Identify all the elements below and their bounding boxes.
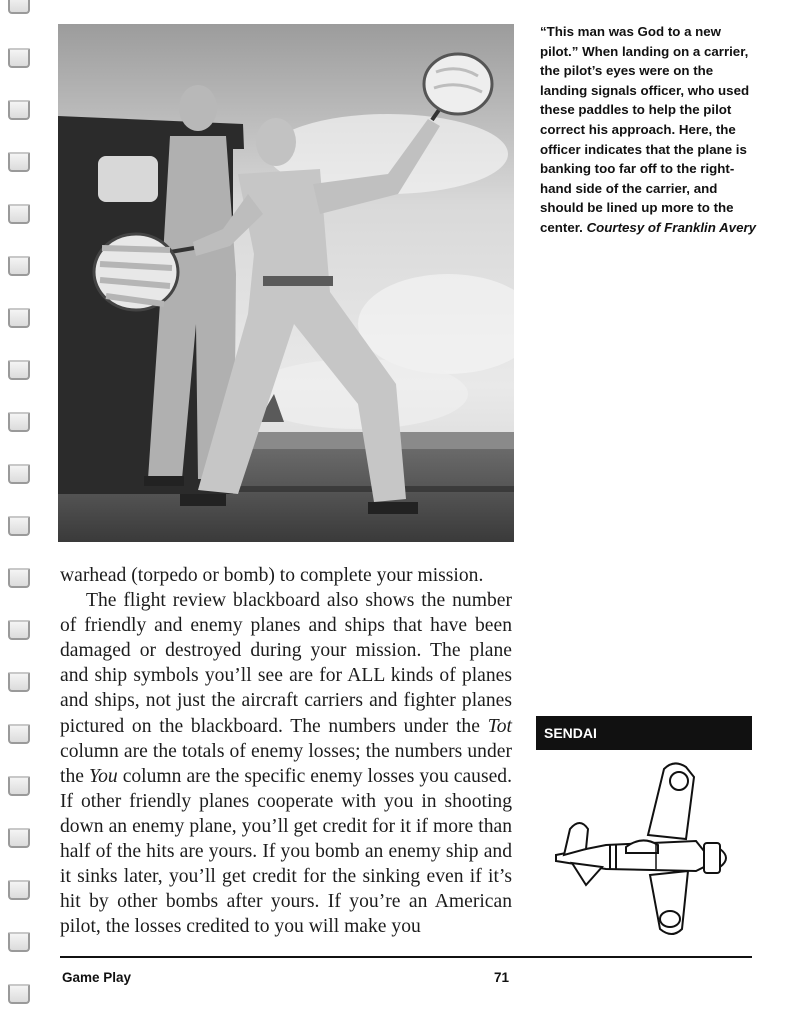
- footer-rule: [60, 956, 752, 958]
- body-text: [60, 563, 512, 939]
- binding-ring: [8, 932, 30, 952]
- photo-caption: [540, 22, 760, 238]
- binding-ring: [8, 256, 30, 276]
- binding-ring: [8, 152, 30, 172]
- aircraft-silhouette-icon: [546, 757, 746, 939]
- binding-ring: [8, 100, 30, 120]
- photo-illustration: [58, 24, 514, 542]
- binding-ring: [8, 0, 30, 14]
- tot-column-label: Tot: [487, 715, 512, 737]
- binding-ring: [8, 568, 30, 588]
- you-column-label: You: [88, 765, 118, 787]
- binding-ring: [8, 204, 30, 224]
- binding-ring: [8, 672, 30, 692]
- binding-ring: [8, 620, 30, 640]
- footer-section-title: Game Play: [62, 970, 132, 985]
- binding-ring: [8, 308, 30, 328]
- binding-ring: [8, 412, 30, 432]
- plane-drawing: [546, 757, 746, 939]
- photo-landing-signals-officers: [58, 24, 514, 542]
- spiral-binding: [0, 0, 40, 1031]
- paragraph-continuation: warhead (torpedo or bomb) to complete your mission.: [60, 565, 484, 586]
- caption-credit: Courtesy of Franklin Avery: [586, 219, 757, 235]
- binding-ring: [8, 984, 30, 1004]
- caption-text: “This man was God to a new pilot.” When landing on a carrier, the pilot’s eyes were on the landing signals officer, who used these paddles to help the pilot correct his approach. Here, the officer indicates that the plane is banking too far off to the right-hand side of the carrier, and should be lined up more to the center.: [540, 24, 750, 235]
- binding-ring: [8, 48, 30, 68]
- binding-ring: [8, 880, 30, 900]
- binding-ring: [8, 360, 30, 380]
- binding-ring: [8, 828, 30, 848]
- binding-ring: [8, 464, 30, 484]
- binding-ring: [8, 776, 30, 796]
- paragraph-text-a: The flight review blackboard also shows the number of friendly and enemy planes and ships that have been damaged or destroyed during your mission. The plane and ship symbols you’ll see are for ALL kinds of planes and ships, not just the aircraft carriers and fighter planes pictured on the blackboard. The numbers under the: [60, 590, 512, 737]
- paragraph-text-c: column are the specific enemy losses you caused. If other friendly planes cooperate with you in shooting down an enemy plane, you’ll get credit for it if more than half of the hits are yours. If you bomb an enemy ship and it sinks later, you’ll get credit for the sinking even if it’s hit by other bombs after yours. If you’re an American pilot, the losses credited to you will make you: [60, 765, 512, 938]
- binding-ring: [8, 724, 30, 744]
- aircraft-name-header: SENDAI: [536, 716, 752, 750]
- binding-ring: [8, 516, 30, 536]
- paragraph-text-b: column are the totals of enemy losses; the numbers under the: [60, 740, 512, 787]
- paragraph-flight-review: [60, 588, 512, 939]
- page-number: 71: [494, 970, 510, 985]
